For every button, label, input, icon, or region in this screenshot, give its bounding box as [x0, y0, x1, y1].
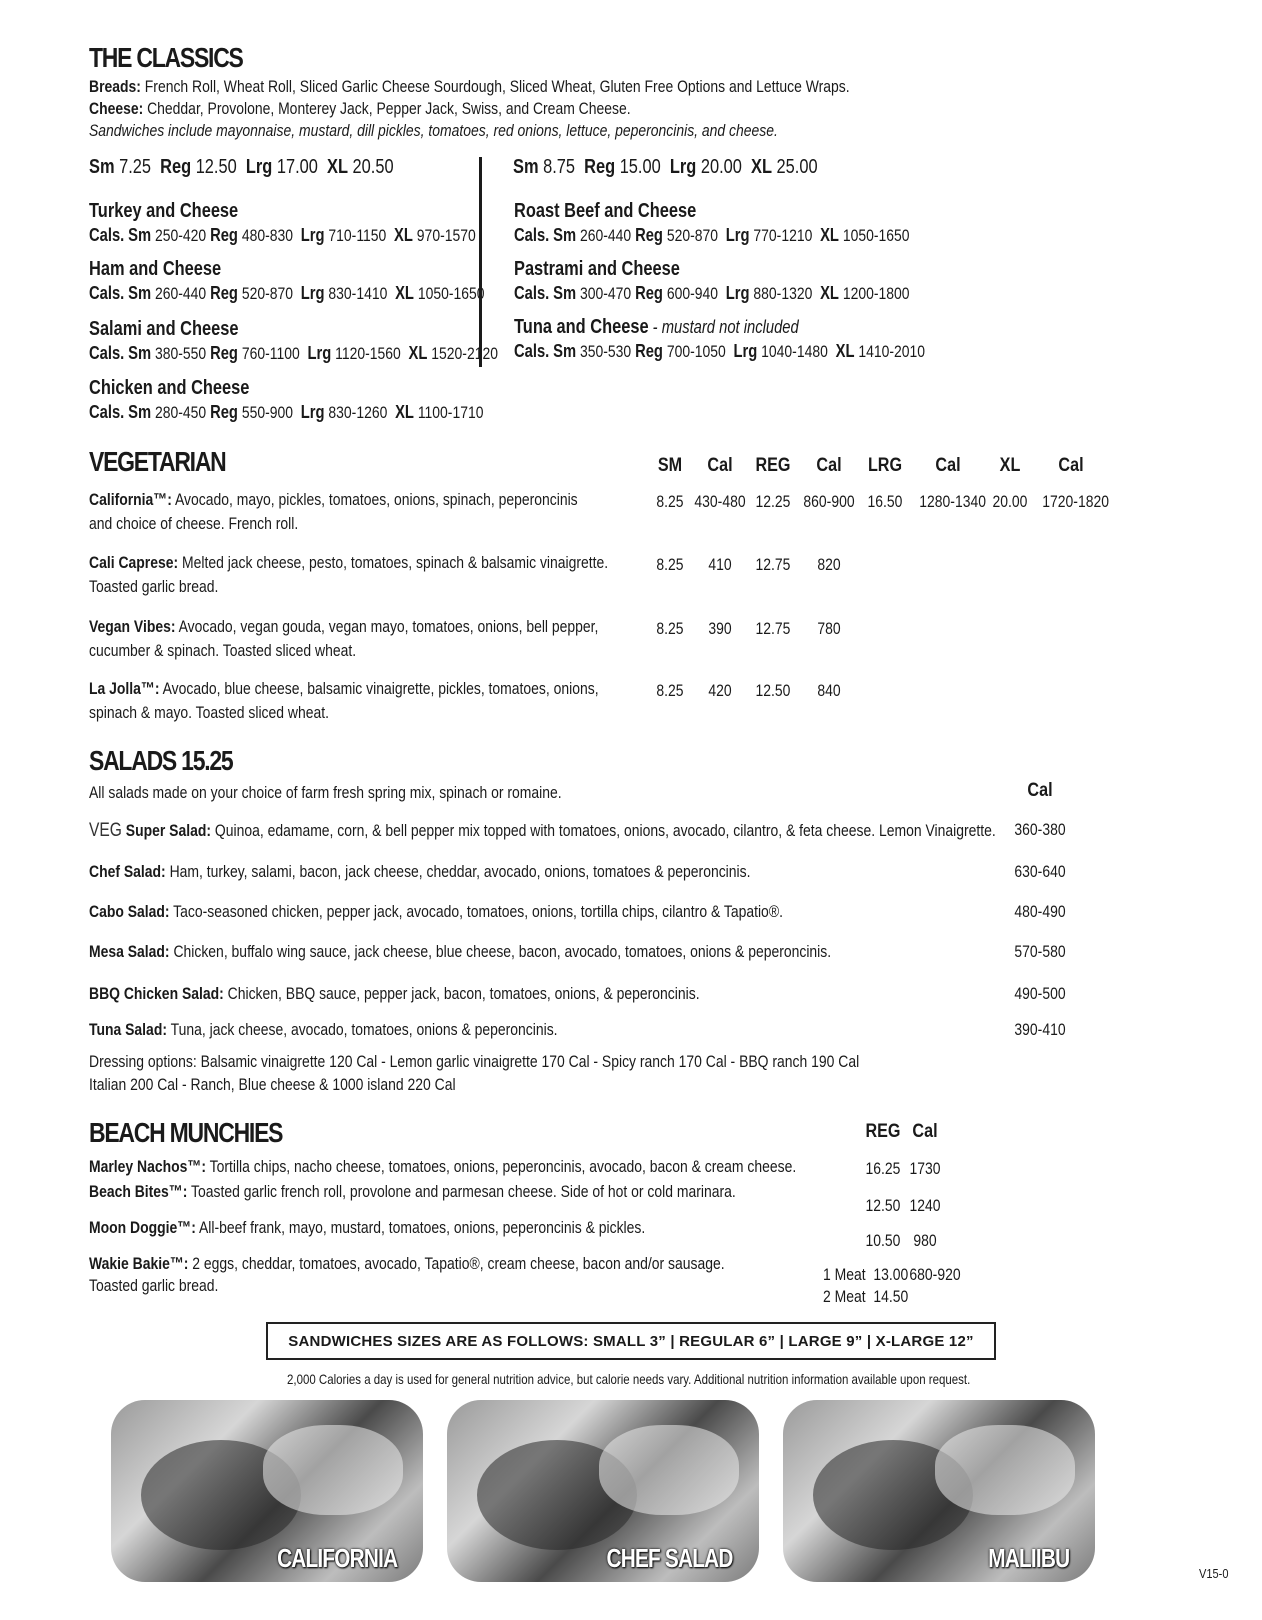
munchies-title: BEACH MUNCHIES — [89, 1117, 283, 1148]
item-note: - mustard not included — [648, 317, 799, 337]
breads-line: Breads: French Roll, Wheat Roll, Sliced Garlic Cheese Sourdough, Sliced Wheat, Gluten Free Options and Lettuce Wraps. — [89, 77, 850, 96]
classic-item — [89, 377, 570, 423]
photo-chef-salad — [447, 1400, 759, 1582]
veg-tag: VEG — [89, 820, 122, 841]
item-calories: Cals. Sm 350-530 Reg 700-1050 Lrg 1040-1480 XL 1410-2010 — [514, 341, 926, 361]
salad-desc: Chef Salad: Ham, turkey, salami, bacon, jack cheese, cheddar, avocado, onions, tomatoes & peperoncinis. — [89, 862, 751, 881]
item-cal: 680-920 — [909, 1265, 961, 1284]
classic-item — [514, 258, 996, 304]
item-cal: 1730 — [909, 1159, 941, 1178]
item-name: Turkey and Cheese — [89, 200, 239, 222]
item-name: Chicken and Cheese — [89, 377, 250, 399]
col-header: Cal — [912, 1121, 938, 1142]
item-desc-line-2: and choice of cheese. French roll. — [89, 514, 299, 533]
photo-caption: MALIIBU — [987, 1543, 1069, 1573]
item-value: 12.75 — [755, 619, 791, 638]
classic-item — [89, 200, 561, 246]
photo-caption: CHEF SALAD — [606, 1543, 733, 1573]
photo-caption: CALIFORNIA — [276, 1543, 397, 1573]
salad-cal: 390-410 — [1014, 1020, 1066, 1039]
col-header: LRG — [867, 455, 903, 476]
item-value: 12.75 — [755, 555, 791, 574]
item-value: 8.25 — [656, 681, 684, 700]
item-value: 390 — [708, 619, 732, 638]
item-value: 860-900 — [803, 492, 855, 511]
item-desc-line-2: Toasted garlic bread. — [89, 577, 219, 596]
sandwich-includes-note: Sandwiches include mayonnaise, mustard, dill pickles, tomatoes, red onions, lettuce, peperoncinis, and cheese. — [89, 121, 778, 140]
vegetarian-title: VEGETARIAN — [89, 446, 226, 477]
item-desc-line-1: California™: Avocado, mayo, pickles, tomatoes, onions, spinach, peperoncinis — [89, 490, 578, 509]
item-value: 420 — [708, 681, 732, 700]
item-calories: Cals. Sm 260-440 Reg 520-870 Lrg 770-1210 XL 1050-1650 — [514, 225, 910, 245]
item-value: 16.50 — [867, 492, 903, 511]
item-name: Salami and Cheese — [89, 318, 239, 340]
salad-desc: VEG Super Salad: Quinoa, edamame, corn, & bell pepper mix topped with tomatoes, onions, avocado, cilantro, & feta cheese. Lemon Vinaigrette. — [89, 820, 996, 841]
item-desc-line-2: cucumber & spinach. Toasted sliced wheat. — [89, 641, 357, 660]
item-desc-line-1: Vegan Vibes: Avocado, vegan gouda, vegan mayo, tomatoes, onions, bell pepper, — [89, 617, 599, 636]
classic-item — [514, 200, 996, 246]
salad-desc: Cabo Salad: Taco-seasoned chicken, pepper jack, avocado, tomatoes, onions, tortilla chips, cilantro & Tapatio®. — [89, 902, 783, 921]
item-desc-line-1: Cali Caprese: Melted jack cheese, pesto, tomatoes, spinach & balsamic vinaigrette. — [89, 553, 609, 572]
item-value: 8.25 — [656, 555, 684, 574]
meat-option: 2 Meat 14.50 — [823, 1287, 909, 1306]
item-name: Ham and Cheese — [89, 258, 222, 280]
item-value: 12.50 — [755, 681, 791, 700]
salad-cal: 490-500 — [1014, 984, 1066, 1003]
item-value: 1280-1340 — [919, 492, 986, 511]
item-desc-line-1: Marley Nachos™: Tortilla chips, nacho cheese, tomatoes, onions, peperoncinis, avocado, bacon & cream cheese. — [89, 1157, 797, 1176]
col-header: REG — [755, 455, 791, 476]
item-cal: 1240 — [909, 1196, 941, 1215]
cheese-line: Cheese: Cheddar, Provolone, Monterey Jack, Pepper Jack, Swiss, and Cream Cheese. — [89, 99, 631, 118]
item-value: 780 — [817, 619, 841, 638]
item-name: Pastrami and Cheese — [514, 258, 680, 280]
item-value: 840 — [817, 681, 841, 700]
item-desc-line-2: spinach & mayo. Toasted sliced wheat. — [89, 703, 329, 722]
col-header: XL — [999, 455, 1021, 476]
salad-cal: 360-380 — [1014, 820, 1066, 839]
item-value: 1720-1820 — [1042, 492, 1109, 511]
salad-cal: 570-580 — [1014, 942, 1066, 961]
item-price: 10.50 — [865, 1231, 901, 1250]
item-calories: Cals. Sm 260-440 Reg 520-870 Lrg 830-1410 XL 1050-1650 — [89, 283, 485, 303]
item-name: Tuna and Cheese - mustard not included — [514, 316, 799, 338]
item-price: 16.25 — [865, 1159, 901, 1178]
item-value: 8.25 — [656, 492, 684, 511]
sandwich-sizes-note: SANDWICHES SIZES ARE AS FOLLOWS: SMALL 3” | REGULAR 6” | LARGE 9” | X-LARGE 12” — [266, 1322, 996, 1360]
item-desc-line-1: Beach Bites™: Toasted garlic french roll, provolone and parmesan cheese. Side of hot or cold marinara. — [89, 1182, 736, 1201]
item-calories: Cals. Sm 280-450 Reg 550-900 Lrg 830-1260 XL 1100-1710 — [89, 402, 484, 422]
dressing-options-line-2: Italian 200 Cal - Ranch, Blue cheese & 1000 island 220 Cal — [89, 1075, 456, 1094]
salads-title: SALADS 15.25 — [89, 745, 233, 776]
salad-desc: Mesa Salad: Chicken, buffalo wing sauce, jack cheese, blue cheese, bacon, avocado, tomatoes, onions & peperoncinis. — [89, 942, 832, 961]
item-desc-line-1: Moon Doggie™: All-beef frank, mayo, mustard, tomatoes, onions, peperoncinis & pickles. — [89, 1218, 646, 1237]
dressing-options-line-1: Dressing options: Balsamic vinaigrette 120 Cal - Lemon garlic vinaigrette 170 Cal - Spicy ranch 170 Cal - BBQ ranch 190 Cal — [89, 1052, 860, 1071]
classic-item — [89, 258, 571, 304]
col-header: Cal — [707, 455, 733, 476]
col-header: Cal — [935, 455, 961, 476]
item-calories: Cals. Sm 380-550 Reg 760-1100 Lrg 1120-1560 XL 1520-2120 — [89, 343, 498, 363]
item-cal: 980 — [913, 1231, 937, 1250]
left-price-row: Sm 7.25 Reg 12.50 Lrg 17.00 XL 20.50 — [89, 156, 394, 178]
item-desc-line-1: La Jolla™: Avocado, blue cheese, balsamic vinaigrette, pickles, tomatoes, onions, — [89, 679, 599, 698]
item-calories: Cals. Sm 250-420 Reg 480-830 Lrg 710-1150 XL 970-1570 — [89, 225, 476, 245]
item-value: 410 — [708, 555, 732, 574]
photo-maliibu — [783, 1400, 1095, 1582]
salad-desc: Tuna Salad: Tuna, jack cheese, avocado, tomatoes, onions & peperoncinis. — [89, 1020, 558, 1039]
item-value: 20.00 — [992, 492, 1028, 511]
meat-option: 1 Meat 13.00 — [823, 1265, 909, 1284]
item-desc-line-1: Wakie Bakie™: 2 eggs, cheddar, tomatoes, avocado, Tapatio®, cream cheese, bacon and/or sausage. — [89, 1254, 725, 1273]
right-price-row: Sm 8.75 Reg 15.00 Lrg 20.00 XL 25.00 — [513, 156, 818, 178]
classic-item — [89, 318, 588, 364]
item-value: 8.25 — [656, 619, 684, 638]
calorie-disclaimer: 2,000 Calories a day is used for general nutrition advice, but calorie needs vary. Additional nutrition information available upon request. — [287, 1371, 971, 1387]
col-header: SM — [657, 455, 683, 476]
photo-california — [111, 1400, 423, 1582]
col-header: Cal — [1058, 455, 1084, 476]
item-desc-line-2: Toasted garlic bread. — [89, 1276, 219, 1295]
salad-cal: 630-640 — [1014, 862, 1066, 881]
version-label: V15-0 — [1199, 1566, 1229, 1581]
salad-cal-header: Cal — [1027, 780, 1053, 801]
salad-cal: 480-490 — [1014, 902, 1066, 921]
item-value: 820 — [817, 555, 841, 574]
classic-item — [514, 316, 1015, 362]
item-value: 12.25 — [755, 492, 791, 511]
classics-title: THE CLASSICS — [89, 42, 243, 73]
salads-subtitle: All salads made on your choice of farm fresh spring mix, spinach or romaine. — [89, 783, 562, 802]
salad-desc: BBQ Chicken Salad: Chicken, BBQ sauce, pepper jack, bacon, tomatoes, onions, & peperoncinis. — [89, 984, 700, 1003]
item-price: 12.50 — [865, 1196, 901, 1215]
col-header: Cal — [816, 455, 842, 476]
item-value: 430-480 — [694, 492, 746, 511]
item-name: Roast Beef and Cheese — [514, 200, 697, 222]
col-header: REG — [865, 1121, 901, 1142]
item-calories: Cals. Sm 300-470 Reg 600-940 Lrg 880-1320 XL 1200-1800 — [514, 283, 910, 303]
